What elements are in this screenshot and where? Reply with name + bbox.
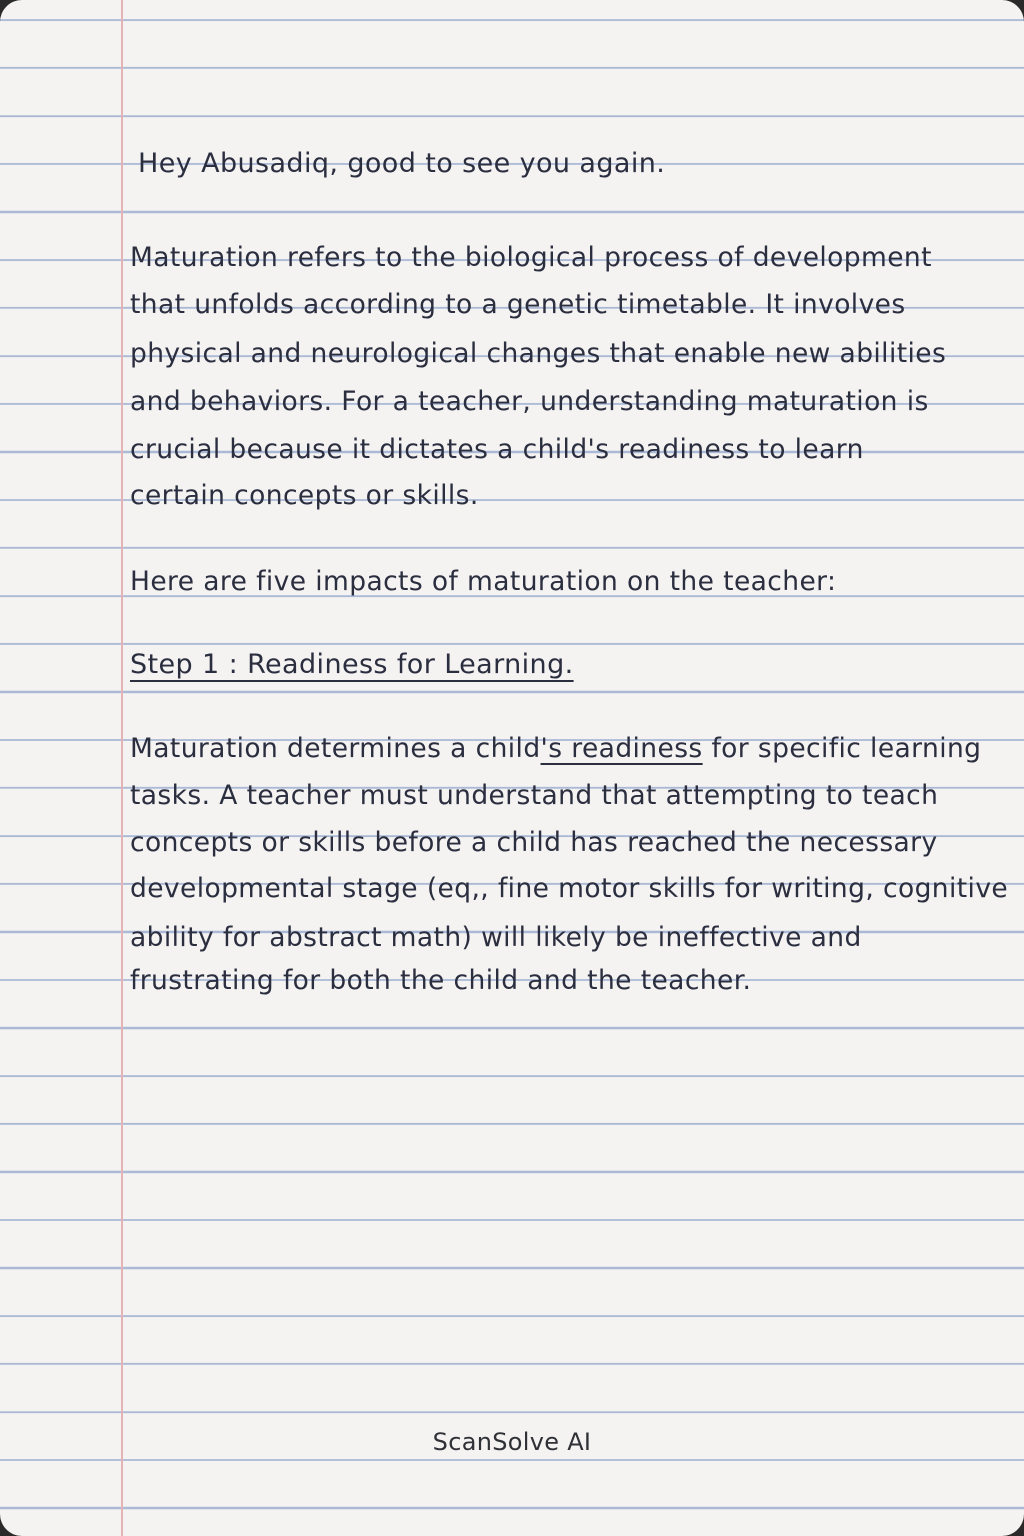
- definition-line: physical and neurological changes that enable new abilities: [130, 338, 947, 369]
- step-body-line: developmental stage (eq,, fine motor skills for writing, cognitive: [130, 873, 1009, 904]
- definition-line: crucial because it dictates a child's readiness to learn: [130, 434, 864, 465]
- readiness-underlined: 's readiness: [540, 733, 703, 764]
- definition-line: that unfolds according to a genetic timetable. It involves: [130, 289, 906, 320]
- step-heading: Step 1 : Readiness for Learning.: [130, 649, 574, 680]
- step-body-line: [130, 733, 981, 764]
- brand-footer: ScanSolve AI: [432, 1428, 592, 1456]
- step-text-segment: Maturation determines a child: [130, 733, 541, 764]
- impacts-intro: Here are five impacts of maturation on the teacher:: [130, 566, 837, 597]
- definition-line: certain concepts or skills.: [130, 480, 479, 511]
- step-text-segment: for specific learning: [702, 733, 982, 764]
- definition-line: and behaviors. For a teacher, understanding maturation is: [130, 386, 929, 417]
- step-body-line: concepts or skills before a child has reached the necessary: [130, 827, 938, 858]
- step-body-line: tasks. A teacher must understand that attempting to teach: [130, 780, 939, 811]
- margin-line: [121, 0, 123, 1536]
- step-body-line: ability for abstract math) will likely be ineffective and: [130, 922, 862, 953]
- definition-line: Maturation refers to the biological process of development: [130, 242, 932, 273]
- step-body-line: frustrating for both the child and the teacher.: [130, 965, 752, 996]
- greeting-text: Hey Abusadiq, good to see you again.: [138, 148, 666, 179]
